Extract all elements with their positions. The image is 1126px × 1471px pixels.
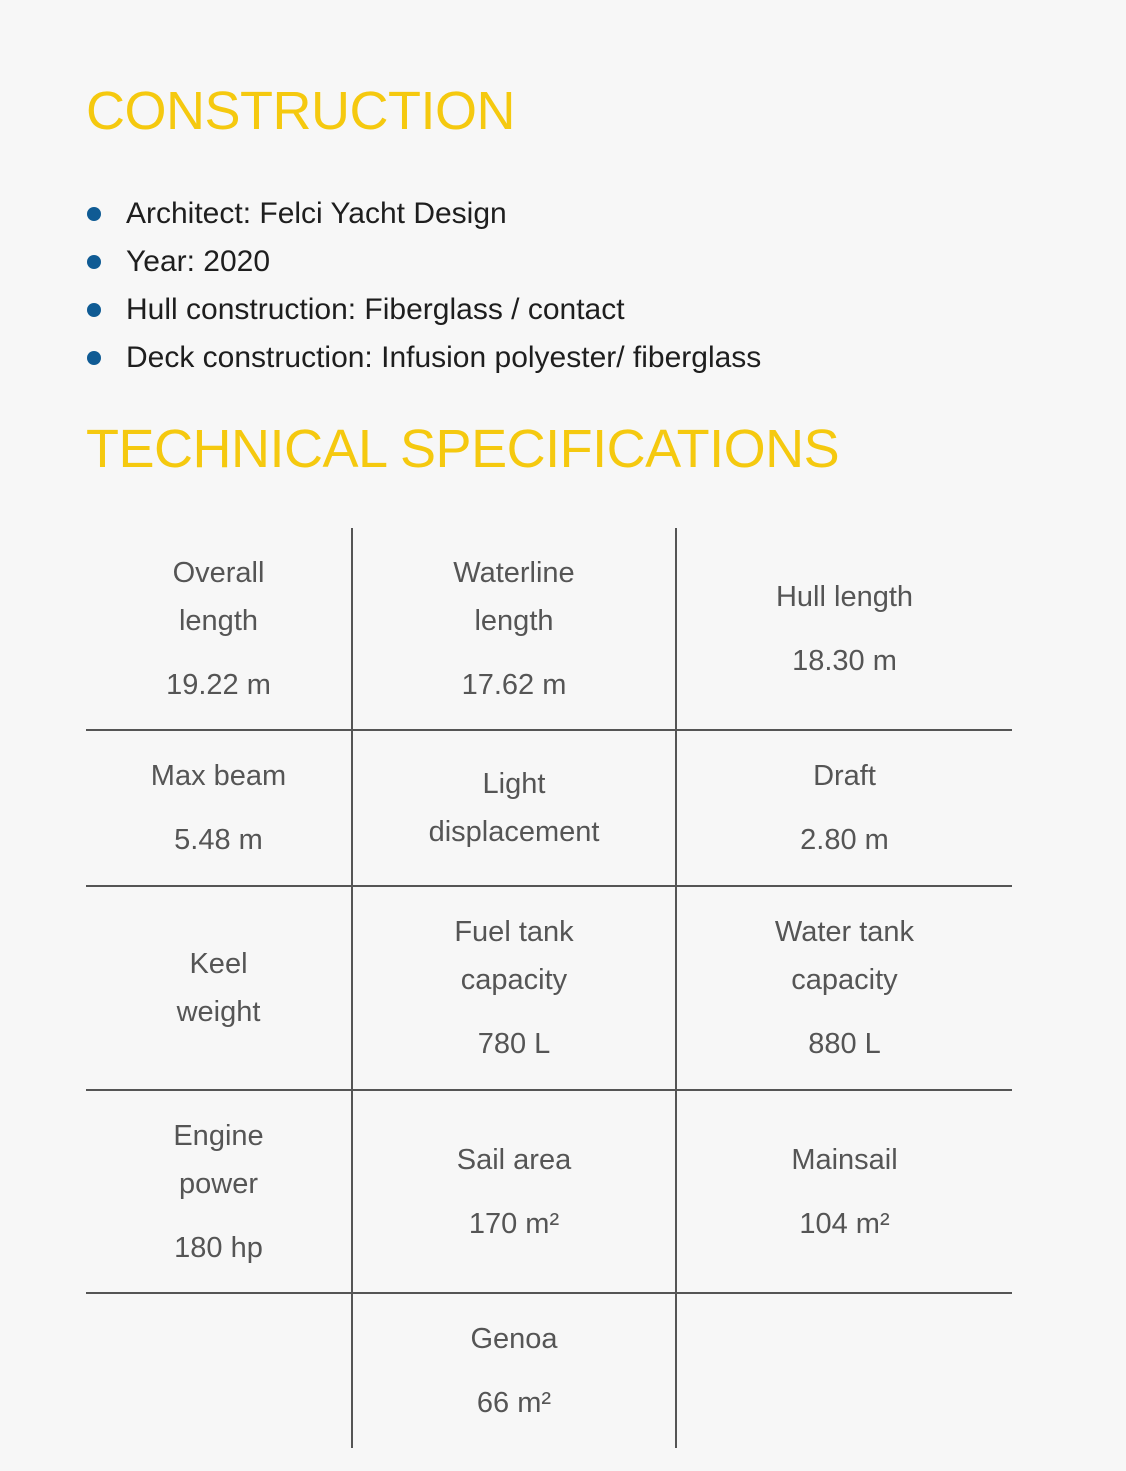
spec-label: Engine power: [173, 1119, 264, 1200]
spec-value: 66 m²: [476, 1387, 552, 1419]
spec-cell: [675, 887, 1012, 1089]
spec-label: Max beam: [150, 760, 287, 792]
spec-value: 18.30 m: [792, 644, 897, 677]
spec-cell: [86, 731, 351, 885]
spec-label: Fuel tank capacity: [454, 916, 574, 996]
spec-label: Overall length: [172, 556, 265, 637]
list-item-text: Hull construction: Fiberglass / contact: [126, 293, 625, 326]
spec-label: Keel weight: [176, 948, 261, 1028]
spec-cell: [675, 731, 1012, 885]
spec-value: 170 m²: [468, 1207, 560, 1240]
list-item: [86, 334, 761, 382]
bullet-dot-icon: [87, 303, 101, 317]
spec-label: Water tank capacity: [774, 916, 915, 996]
table-row: [86, 731, 1012, 887]
list-item-text: Year: 2020: [126, 245, 271, 278]
spec-cell: [86, 528, 351, 729]
spec-cell: [351, 528, 675, 729]
spec-label: Waterline length: [453, 556, 575, 637]
spec-label: Light displacement: [428, 768, 600, 848]
construction-heading: CONSTRUCTION: [86, 81, 515, 141]
spec-value: 2.80 m: [800, 824, 889, 856]
spec-value: 5.48 m: [174, 824, 263, 856]
spec-cell: [86, 887, 351, 1089]
spec-cell: [351, 1091, 675, 1292]
table-row: [86, 887, 1012, 1091]
spec-label: Mainsail: [791, 1143, 898, 1176]
spec-cell: [351, 731, 675, 885]
table-row: [86, 1294, 1012, 1448]
spec-value: 17.62 m: [461, 668, 567, 701]
table-row: [86, 1091, 1012, 1294]
spec-cell: [351, 887, 675, 1089]
spec-cell: [675, 528, 1012, 729]
list-item: [86, 190, 761, 238]
spec-cell: [675, 1294, 1012, 1448]
spec-cell: [86, 1294, 351, 1448]
table-row: [86, 528, 1012, 731]
spec-label: Draft: [813, 760, 876, 792]
spec-cell: [351, 1294, 675, 1448]
list-item: [86, 238, 761, 286]
spec-label: Hull length: [775, 580, 914, 613]
spec-value: 104 m²: [799, 1207, 890, 1240]
spec-value: 780 L: [477, 1028, 551, 1060]
list-item: [86, 286, 761, 334]
spec-label: Genoa: [470, 1323, 558, 1355]
bullet-dot-icon: [87, 351, 101, 365]
spec-cell: [675, 1091, 1012, 1292]
construction-list: [86, 190, 761, 382]
bullet-dot-icon: [87, 207, 101, 221]
spec-cell: [86, 1091, 351, 1292]
spec-table: [86, 528, 1012, 1448]
spec-value: 180 hp: [174, 1231, 263, 1264]
bullet-dot-icon: [87, 255, 101, 269]
spec-value: 19.22 m: [166, 668, 271, 701]
spec-label: Sail area: [456, 1143, 572, 1176]
list-item-text: Architect: Felci Yacht Design: [126, 197, 507, 230]
spec-value: 880 L: [808, 1028, 881, 1060]
list-item-text: Deck construction: Infusion polyester/ fiberglass: [126, 341, 762, 374]
technical-specifications-heading: TECHNICAL SPECIFICATIONS: [86, 419, 840, 479]
